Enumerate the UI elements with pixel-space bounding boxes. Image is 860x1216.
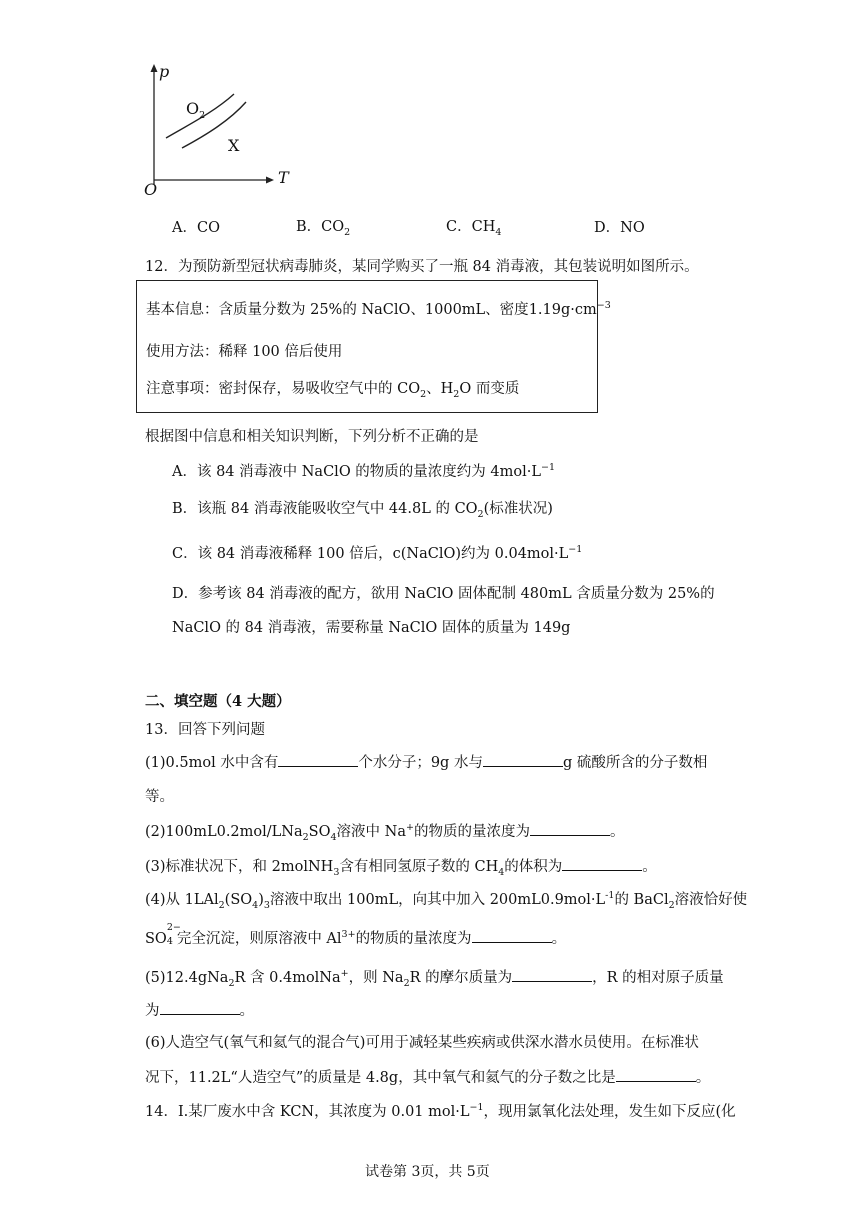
q13-part-6-line2: 况下，11.2L“人造空气”的质量是 4.8g，其中氧气和氦气的分子数之比是 。: [145, 1066, 710, 1087]
box-notice: 注意事项：密封保存，易吸收空气中的 $CO_2$、$H_2O$ 而变质: [146, 381, 520, 400]
answer-blank[interactable]: [160, 1000, 240, 1015]
q13-part-4: (4)从 $1LAl_2(SO_4)_3$溶液中取出 100mL，向其中加入 $200mL0.9mol\cdot L^{-1}$的 BaCl$_2$溶液恰好使: [145, 890, 748, 911]
page-footer: 试卷第 3页，共 5页: [365, 1164, 490, 1180]
answer-blank[interactable]: [483, 752, 563, 767]
q11-option-a: A．CO: [172, 220, 220, 236]
q13-stem: 13．回答下列问题: [145, 722, 265, 738]
answer-blank[interactable]: [278, 752, 358, 767]
q12-option-a: A．该 84 消毒液中 NaClO 的物质的量浓度约为 $4mol\cdot L^{-1}$: [172, 462, 556, 480]
o2-curve-label: $O_2$: [186, 99, 206, 122]
q11-option-c: C．$CH_4$: [446, 219, 502, 238]
q13-part-1-cont: 等。: [145, 789, 174, 805]
q12-option-d-line2: NaClO 的 84 消毒液，需要称量 NaClO 固体的质量为 149g: [172, 620, 571, 636]
q13-part-5: (5)12.4gNa$_2$R 含 0.4molNa+，则 $Na_2R$ 的摩尔质量为 ，R 的相对原子质量: [145, 968, 724, 989]
origin-label: O: [144, 180, 158, 199]
answer-blank[interactable]: [562, 856, 642, 871]
q13-part-3: (3)标准状况下，和 2molNH$_3$含有相同氢原子数的 $CH_4$的体积为 。: [145, 855, 657, 876]
x-curve-label: X: [228, 136, 240, 155]
pressure-temperature-graph: [138, 62, 298, 197]
q13-part-2: $(2)100mL0.2mol/LNa_2SO_4$溶液中 Na+的物质的量浓度为 。: [145, 822, 625, 843]
q11-option-d: D．NO: [594, 220, 645, 236]
q12-option-c: C．该 84 消毒液稀释 100 倍后，c(NaClO)约为 $0.04mol\cdot L^{-1}$: [172, 544, 583, 562]
section-heading: 二、填空题（4 大题）: [145, 693, 291, 710]
q13-part-5-cont: 为 。: [145, 999, 254, 1020]
q12-option-b: B．该瓶 84 消毒液能吸收空气中 44.8L 的 $CO_2$(标准状况): [172, 501, 553, 520]
q11-option-b: B．$CO_2$: [296, 219, 351, 238]
y-axis-label: p: [159, 62, 170, 81]
q12-option-d-line1: D．参考该 84 消毒液的配方，欲用 NaClO 固体配制 480mL 含质量分数为 25%的: [172, 586, 715, 602]
q12-question: 根据图中信息和相关知识判断，下列分析不正确的是: [145, 429, 479, 445]
q13-part-4-cont: SO 2− 4 完全沉淀，则原溶液中 $Al^{3+}$的物质的量浓度为 。: [145, 922, 567, 947]
x-axis-label: T: [278, 168, 289, 187]
answer-blank[interactable]: [472, 928, 552, 943]
answer-blank[interactable]: [512, 967, 592, 982]
q13-part-6-line1: (6)人造空气(氧气和氦气的混合气)可用于减轻某些疾病或供深水潜水员使用。在标准状: [145, 1035, 699, 1051]
box-usage: 使用方法：稀释 100 倍后使用: [146, 344, 343, 360]
answer-blank[interactable]: [616, 1067, 696, 1082]
q12-stem: 12．为预防新型冠状病毒肺炎，某同学购买了一瓶 84 消毒液，其包装说明如图所示。: [145, 259, 699, 275]
answer-blank[interactable]: [530, 821, 610, 836]
box-basic-info: 基本信息：含质量分数为 25%的 NaClO、1000mL、密度$1.19g\cdot cm^{-3}$: [146, 300, 611, 318]
q13-part-1: (1)0.5mol 水中含有 个水分子；9g 水与 g 硫酸所含的分子数相: [145, 751, 707, 772]
q14-stem: 14．I.某厂废水中含 KCN，其浓度为 0.01 $mol\cdot L^{-1}$，现用氯氧化法处理，发生如下反应(化: [145, 1102, 736, 1120]
